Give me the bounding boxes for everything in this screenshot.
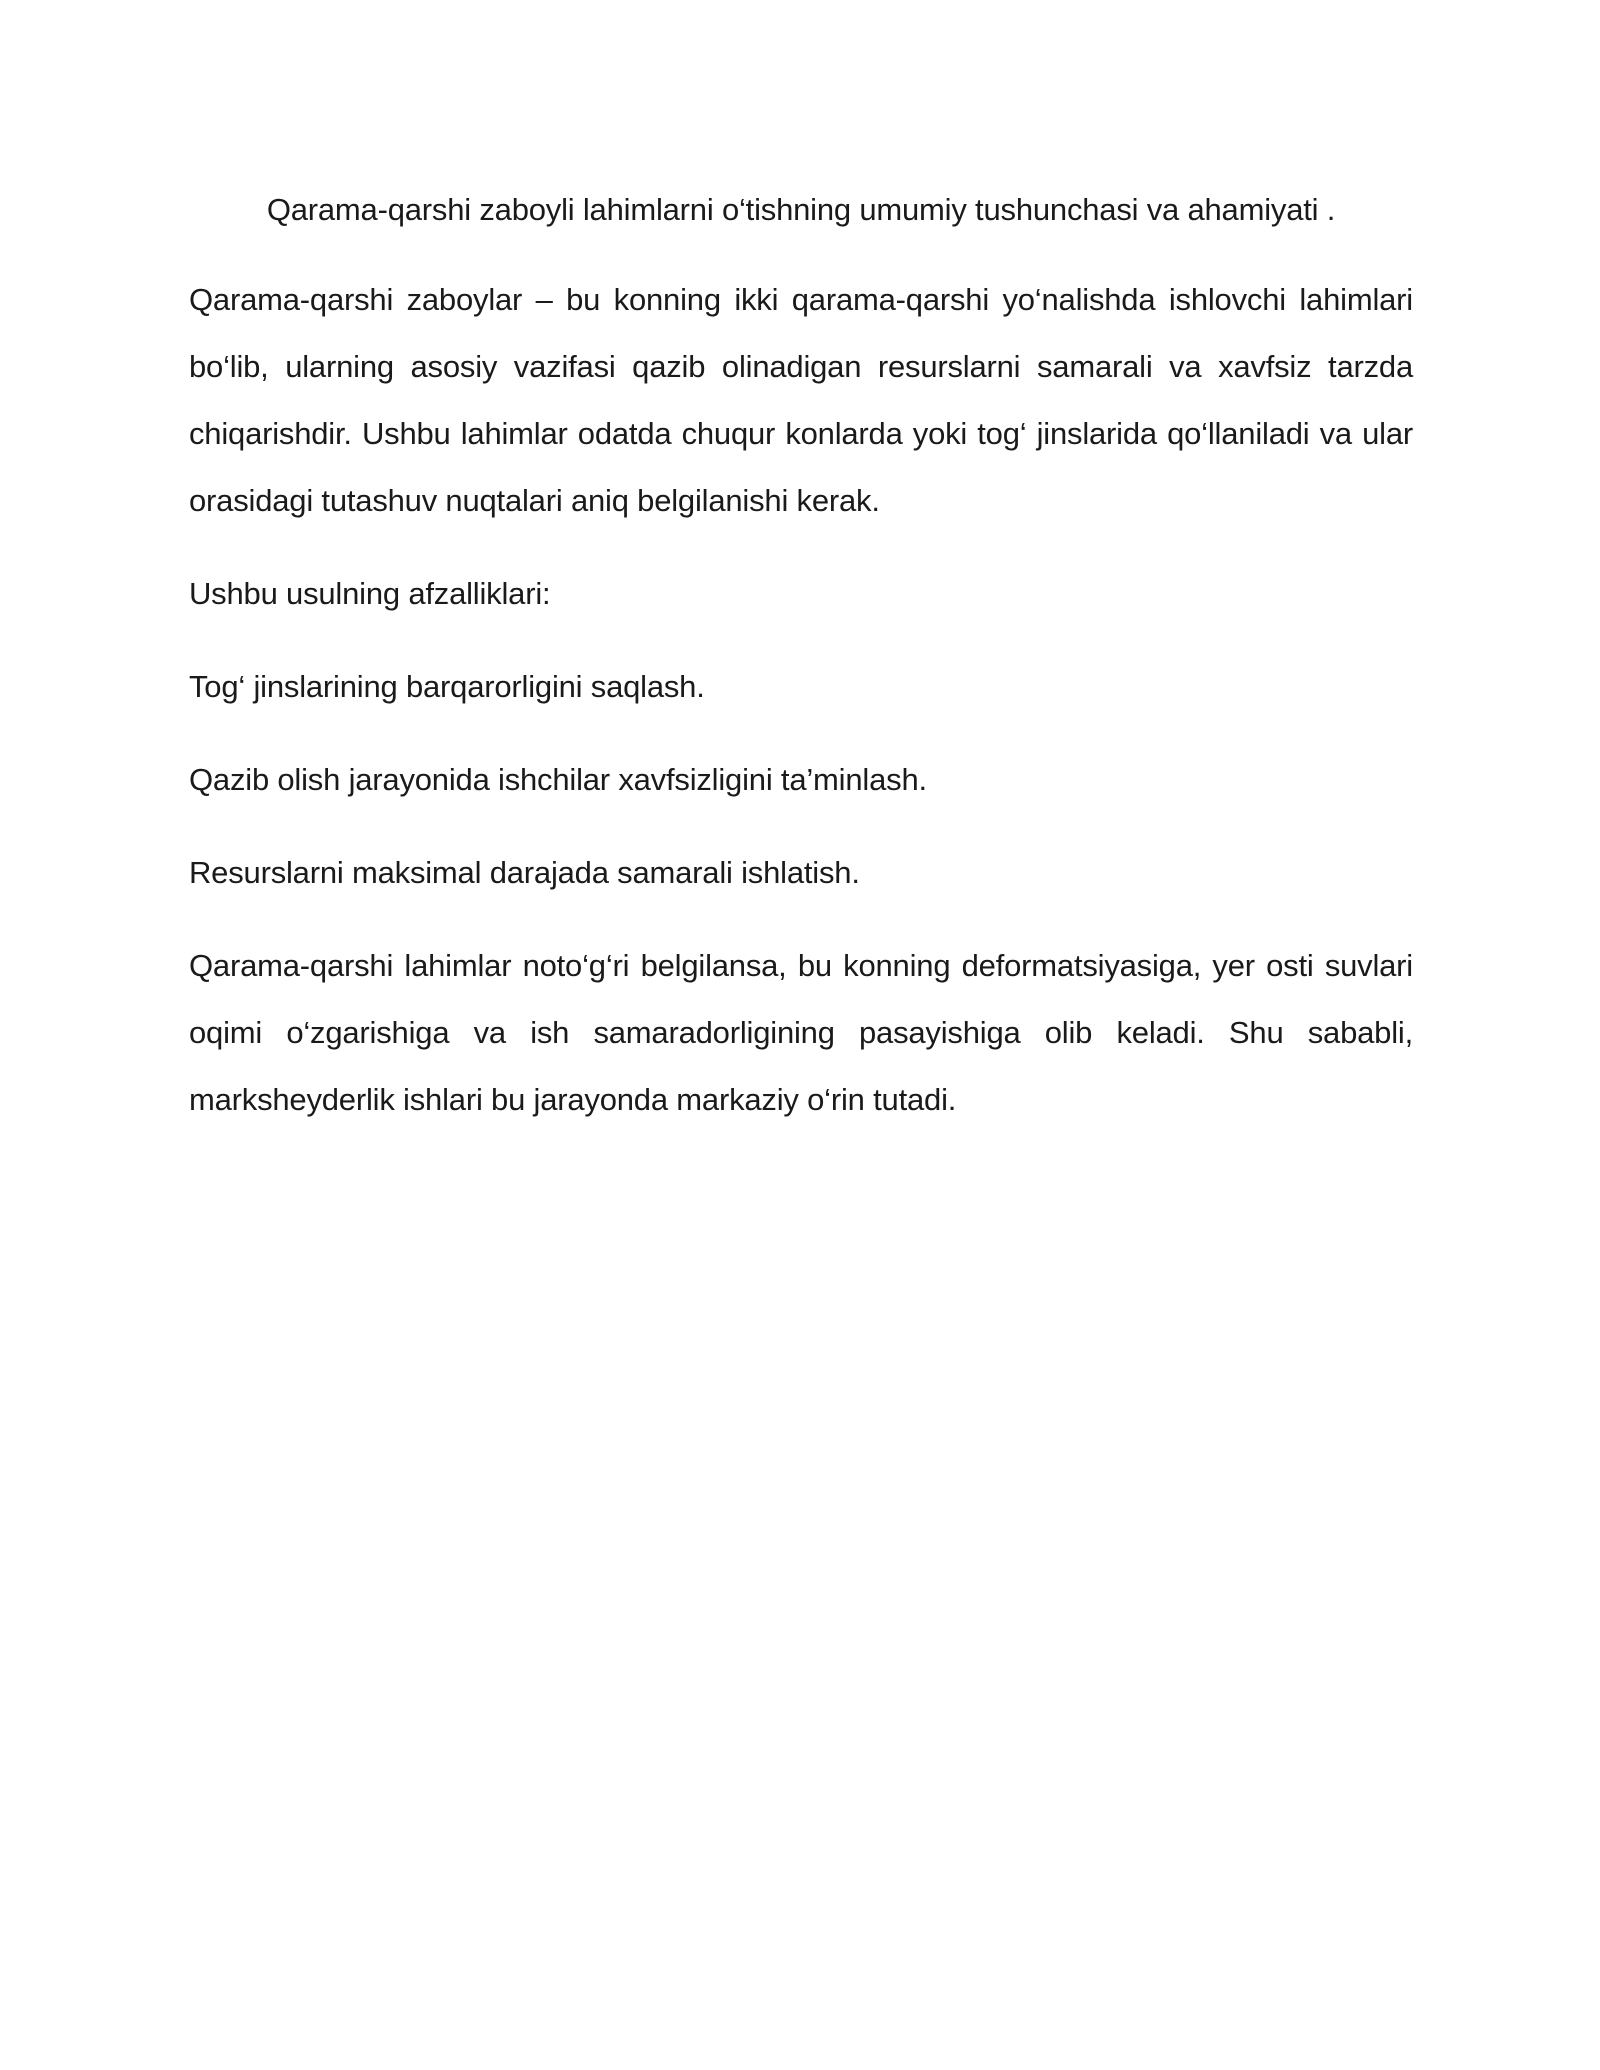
advantages-heading: Ushbu usulning afzalliklari: <box>189 576 551 611</box>
document-title: Qarama-qarshi zaboyli lahimlarni o‘tishning umumiy tushunchasi va ahamiyati . <box>266 192 1336 227</box>
document-body <box>189 180 1413 1159</box>
advantage-item: Resurslarni maksimal darajada samarali ishlatish. <box>189 855 860 890</box>
intro-paragraph: Qarama-qarshi zaboylar – bu konning ikki qarama-qarshi yo‘nalishda ishlovchi lahimlari bo‘lib, ularning asosiy vazifasi qazib olinadigan resurslarni samarali va xavfsiz tarzda chiqarishdir. Ushbu lahimlar odatda chuqur konlarda yoki tog‘ jinslarida qo‘llaniladi va ular orasidagi tutashuv nuqtalari aniq belgilanishi kerak. <box>189 282 1413 518</box>
closing-paragraph: Qarama-qarshi lahimlar noto‘g‘ri belgilansa, bu konning deformatsiyasiga, yer osti suvlari oqimi o‘zgarishiga va ish samaradorligining pasayishiga olib keladi. Shu sababli, marksheyderlik ishlari bu jarayonda markaziy o‘rin tutadi. <box>189 948 1413 1117</box>
advantage-item: Tog‘ jinslarining barqarorligini saqlash. <box>189 669 705 704</box>
advantage-item: Qazib olish jarayonida ishchilar xavfsizligini ta’minlash. <box>189 762 927 797</box>
